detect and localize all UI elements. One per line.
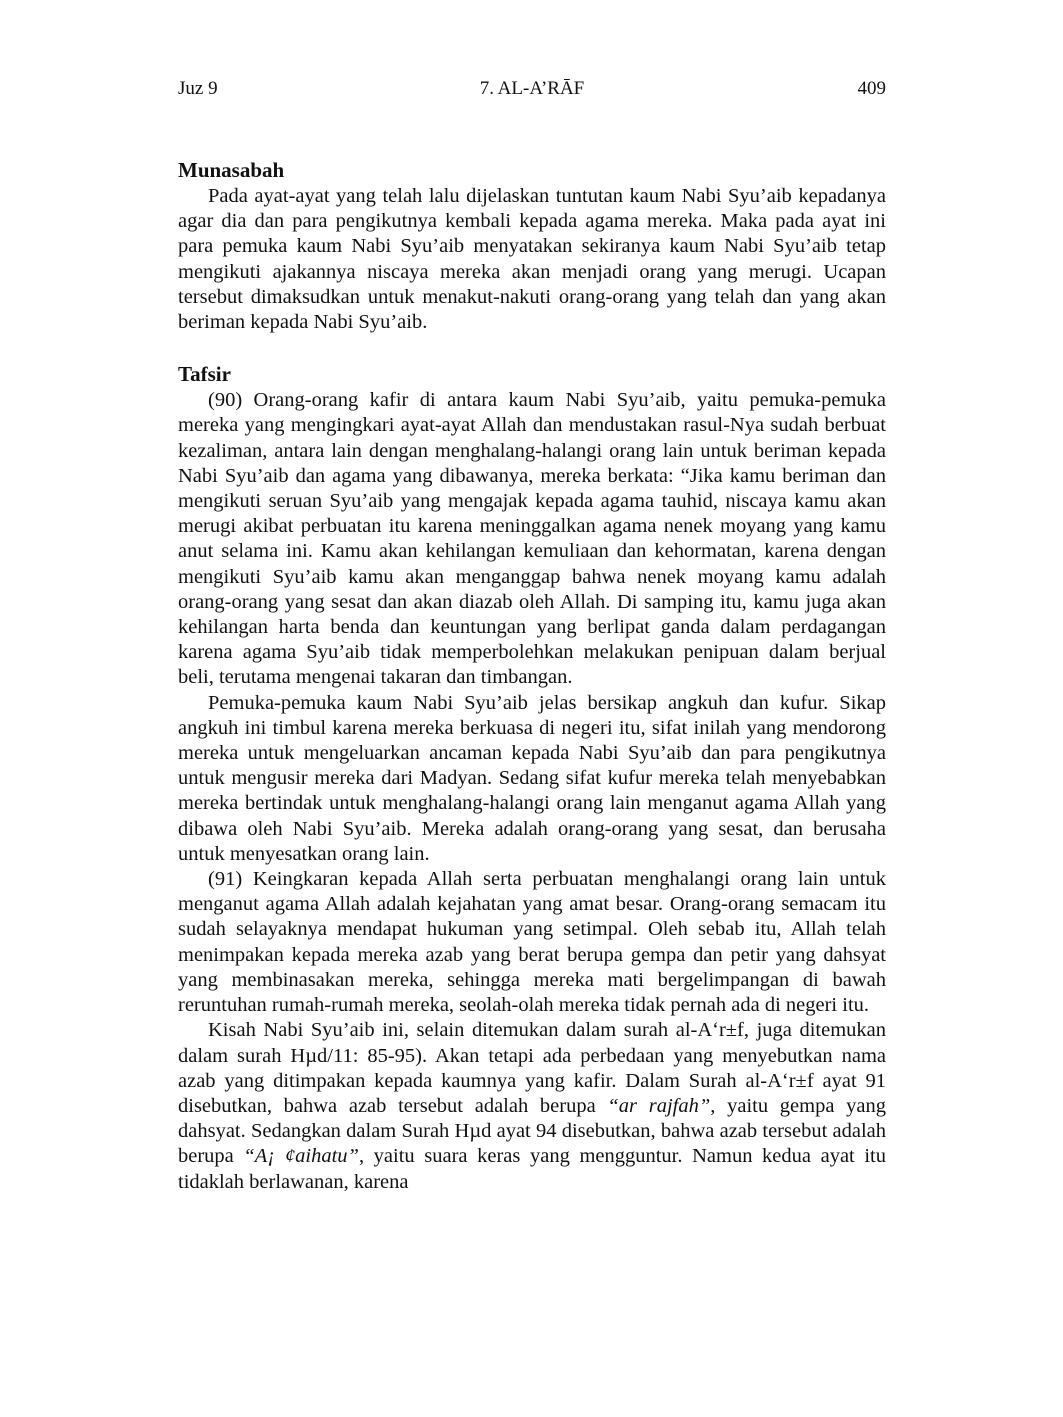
tafsir-heading: Tafsir [178,362,231,387]
munasabah-paragraph: Pada ayat-ayat yang telah lalu dijelaskan tuntutan kaum Nabi Syu’aib kepadanya agar dia dan para pengikutnya kembali kepada agama mereka. Maka pada ayat ini para pemuka kaum Nabi Syu’aib menyatakan sekiranya kaum Nabi Syu’aib tetap mengikuti ajakannya niscaya mereka akan menjadi orang yang merugi. Ucapan tersebut dimaksudkan untuk menakut-nakuti orang-orang yang telah dan yang akan beriman kepada Nabi Syu’aib. [178,185,886,334]
p4-text-3: , yaitu suara keras yang mengguntur. Namun kedua ayat itu tidaklah berlawanan, karena [178,1145,886,1193]
page-body [178,157,886,1195]
running-head [178,76,886,102]
p4-text-2: , yaitu gempa yang dahsyat. Sedangkan dalam Surah Hµd ayat 94 disebutkan, bahwa azab tersebut adalah berupa [178,1094,886,1168]
section-spacer [178,335,886,361]
tafsir-paragraph-verse-90: (90) Orang-orang kafir di antara kaum Nabi Syu’aib, yaitu pemuka-pemuka mereka yang mengingkari ayat-ayat Allah dan mendustakan rasul-Nya sudah berbuat kezaliman, antara lain dengan menghalang-halangi orang lain untuk beriman kepada Nabi Syu’aib dan agama yang dibawanya, mereka berkata: “Jika kamu beriman dan mengikuti seruan Syu’aib yang mengajak kepada agama tauhid, niscaya kamu akan merugi akibat perbuatan itu karena meninggalkan agama nenek moyang yang kamu anut selama ini. Kamu akan kehilangan kemuliaan dan kehormatan, karena dengan mengikuti Syu’aib kamu akan menganggap bahwa nenek moyang kamu adalah orang-orang yang sesat dan akan diazab oleh Allah. Di samping itu, kamu juga akan kehilangan harta benda dan keuntungan yang berlipat ganda dalam perdagangan karena agama Syu’aib tidak memperbolehkan melakukan penipuan dalam berjual beli, terutama mengenai takaran dan timbangan. [178,389,886,689]
tafsir-paragraph-verse-91: (91) Keingkaran kepada Allah serta perbuatan menghalangi orang lain untuk menganut agama Allah adalah kejahatan yang amat besar. Orang-orang semacam itu sudah selayaknya mendapat hukuman yang setimpal. Oleh sebab itu, Allah telah menimpakan kepada mereka azab yang berat berupa gempa dan petir yang dahsyat yang membinasakan mereka, sehingga mereka mati bergelimpangan di bawah reruntuhan rumah-rumah mereka, seolah-olah mereka tidak pernah ada di negeri itu. [178,868,886,1017]
p4-text-1: Kisah Nabi Syu’aib ini, selain ditemukan dalam surah al-A‘r±f, juga ditemukan dalam surah Hµd/11: 85-95). Akan tetapi ada perbedaan yang menyebutkan nama azab yang ditimpakan kepada kaumnya yang kafir. Dalam Surah al-A‘r±f ayat 91 disebutkan, bahwa azab tersebut adalah berupa [178,1019,886,1117]
term-ar-rajfah: “ar rajfah” [607,1094,711,1117]
juz-label: Juz 9 [178,78,218,99]
munasabah-section [178,157,886,335]
term-as-saihatu: “A¡ ¢aihatu” [243,1145,359,1168]
tafsir-paragraph-2: Pemuka-pemuka kaum Nabi Syu’aib jelas bersikap angkuh dan kufur. Sikap angkuh ini timbul karena mereka berkuasa di negeri itu, sifat inilah yang mendorong mereka untuk mengeluarkan ancaman kepada Nabi Syu’aib dan para pengikutnya untuk mengusir mereka dari Madyan. Sedang sifat kufur mereka telah menyebabkan mereka bertindak untuk menghalang-halangi orang lain menganut agama Allah yang dibawa oleh Nabi Syu’aib. Mereka adalah orang-orang yang sesat, dan berusaha untuk menyesatkan orang lain. [178,691,886,865]
surah-title: 7. AL-A’RĀF [479,78,585,99]
tafsir-paragraph-4 [178,1018,886,1194]
tafsir-section [178,361,886,1195]
munasabah-heading: Munasabah [178,158,285,182]
page-number: 409 [857,78,886,99]
